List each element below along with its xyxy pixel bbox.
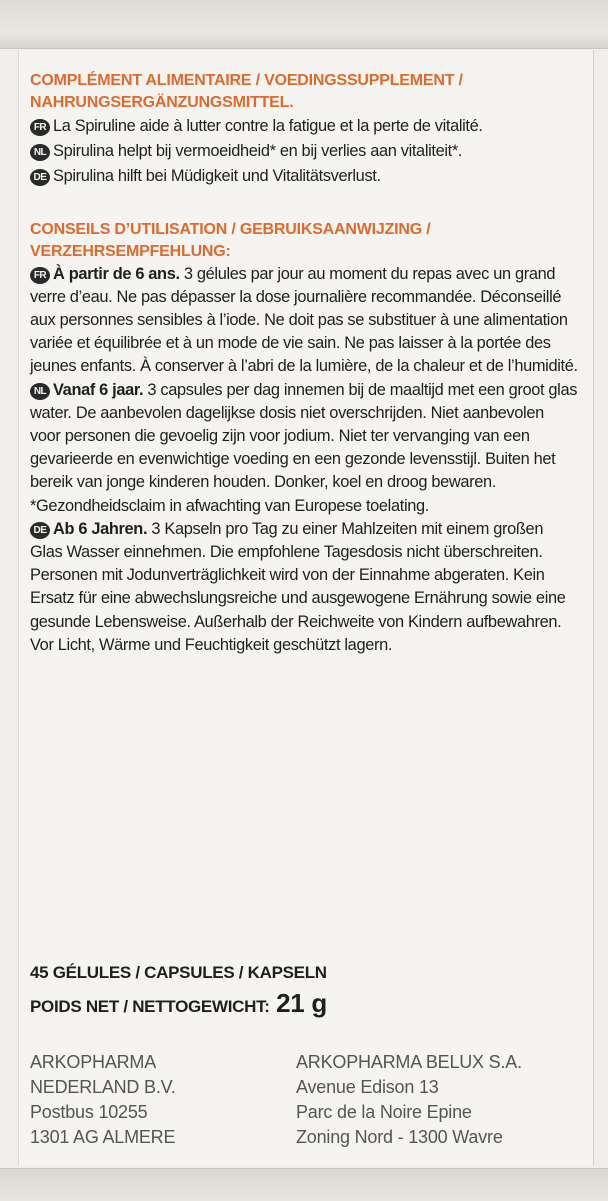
label-text (30, 70, 578, 657)
net-weight (30, 988, 578, 1019)
usage-heading: CONSEILS D’UTILISATION / GEBRUIKSAANWIJZING / VERZEHRSEMPFEHLUNG: (30, 220, 431, 260)
net-weight-label: POIDS NET / NETTOGEWICHT: (30, 997, 270, 1016)
usage-nl (30, 379, 578, 518)
address-line: 1301 AG ALMERE (30, 1127, 176, 1147)
capsule-quantity: 45 GÉLULES / CAPSULES / KAPSELN (30, 963, 327, 982)
usage-fr-lead: À partir de 6 ans. (53, 264, 180, 283)
address-nl (30, 1050, 176, 1150)
claim-de-text: Spirulina hilft bei Müdigkeit und Vitalitätsverlust. (53, 167, 381, 186)
de-language-badge: DE (30, 522, 50, 539)
claim-nl-text: Spirulina helpt bij vermoeidheid* en bij verlies aan vitaliteit*. (53, 142, 463, 161)
claim-fr-text: La Spiruline aide à lutter contre la fatigue et la perte de vitalité. (53, 117, 483, 135)
address-line: NEDERLAND B.V. (30, 1077, 176, 1097)
usage-fr (30, 263, 578, 379)
address-line: ARKOPHARMA (30, 1052, 157, 1072)
address-line: Zoning Nord - 1300 Wavre (296, 1127, 503, 1147)
nl-language-badge: NL (30, 383, 50, 400)
address-line: Parc de la Noire Epine (296, 1102, 472, 1122)
usage-nl-text: 3 capsules per dag innemen bij de maaltijd met een groot glas water. De aanbevolen dagelijkse dosis niet overschrijden. Niet aanbevolen voor personen die gevoelig zijn voor jodium. Niet ter vervanging van een gevarieerde en evenwichtige voeding en een gezonde levensstijl. Buiten het bereik van jonge kinderen houden. Donker, koel en droog bewaren. *Gezondheidsclaim in afwachting van Europese toelating. (30, 380, 578, 515)
usage-de-text: 3 Kapseln pro Tag zu einer Mahlzeiten mit einem großen Glas Wasser einnehmen. Die empfohlene Tagesdosis nicht überschreiten. Personen mit Jodunverträglichkeit wird von der Einnahme abgeraten. Kein Ersatz für eine abwechslungsreiche und ausgewogene Ernährung sowie eine gesunde Lebensweise. Außerhalb der Reichweite von Kindern aufbewahren. Vor Licht, Wärme und Feuchtigkeit geschützt lagern. (30, 519, 566, 654)
usage-nl-lead: Vanaf 6 jaar. (53, 380, 144, 399)
usage-de (30, 518, 578, 657)
usage-fr-text: 3 gélules par jour au moment du repas avec un grand verre d’eau. Ne pas dépasser la dose journalière recommandée. Déconseillé aux personnes sensibles à l’iode. Ne doit pas se substituer à une alimentation variée et équilibrée et à un mode de vie sain. Ne pas laisser à la portée des jeunes enfants. À conserver à l’abri de la lumière, de la chaleur et de l’humidité. (30, 264, 578, 376)
package-bottom-edge (0, 1168, 608, 1201)
address-line: Postbus 10255 (30, 1102, 148, 1122)
de-language-badge: DE (30, 169, 50, 186)
nl-language-badge: NL (30, 144, 50, 161)
package-top-edge (0, 0, 608, 49)
address-line: ARKOPHARMA BELUX S.A. (296, 1052, 522, 1072)
fr-language-badge: FR (30, 267, 50, 284)
claim-fr (30, 115, 578, 138)
net-weight-value: 21 g (276, 988, 327, 1018)
claim-nl (30, 140, 578, 163)
quantity-block (30, 958, 578, 1019)
address-be (296, 1050, 522, 1150)
address-line: Avenue Edison 13 (296, 1077, 439, 1097)
fr-language-badge: FR (30, 119, 50, 136)
claim-de (30, 165, 578, 188)
usage-de-lead: Ab 6 Jahren. (53, 519, 148, 538)
supplement-heading: COMPLÉMENT ALIMENTAIRE / VOEDINGSSUPPLEMENT / NAHRUNGSERGÄNZUNGSMITTEL. (30, 72, 463, 111)
